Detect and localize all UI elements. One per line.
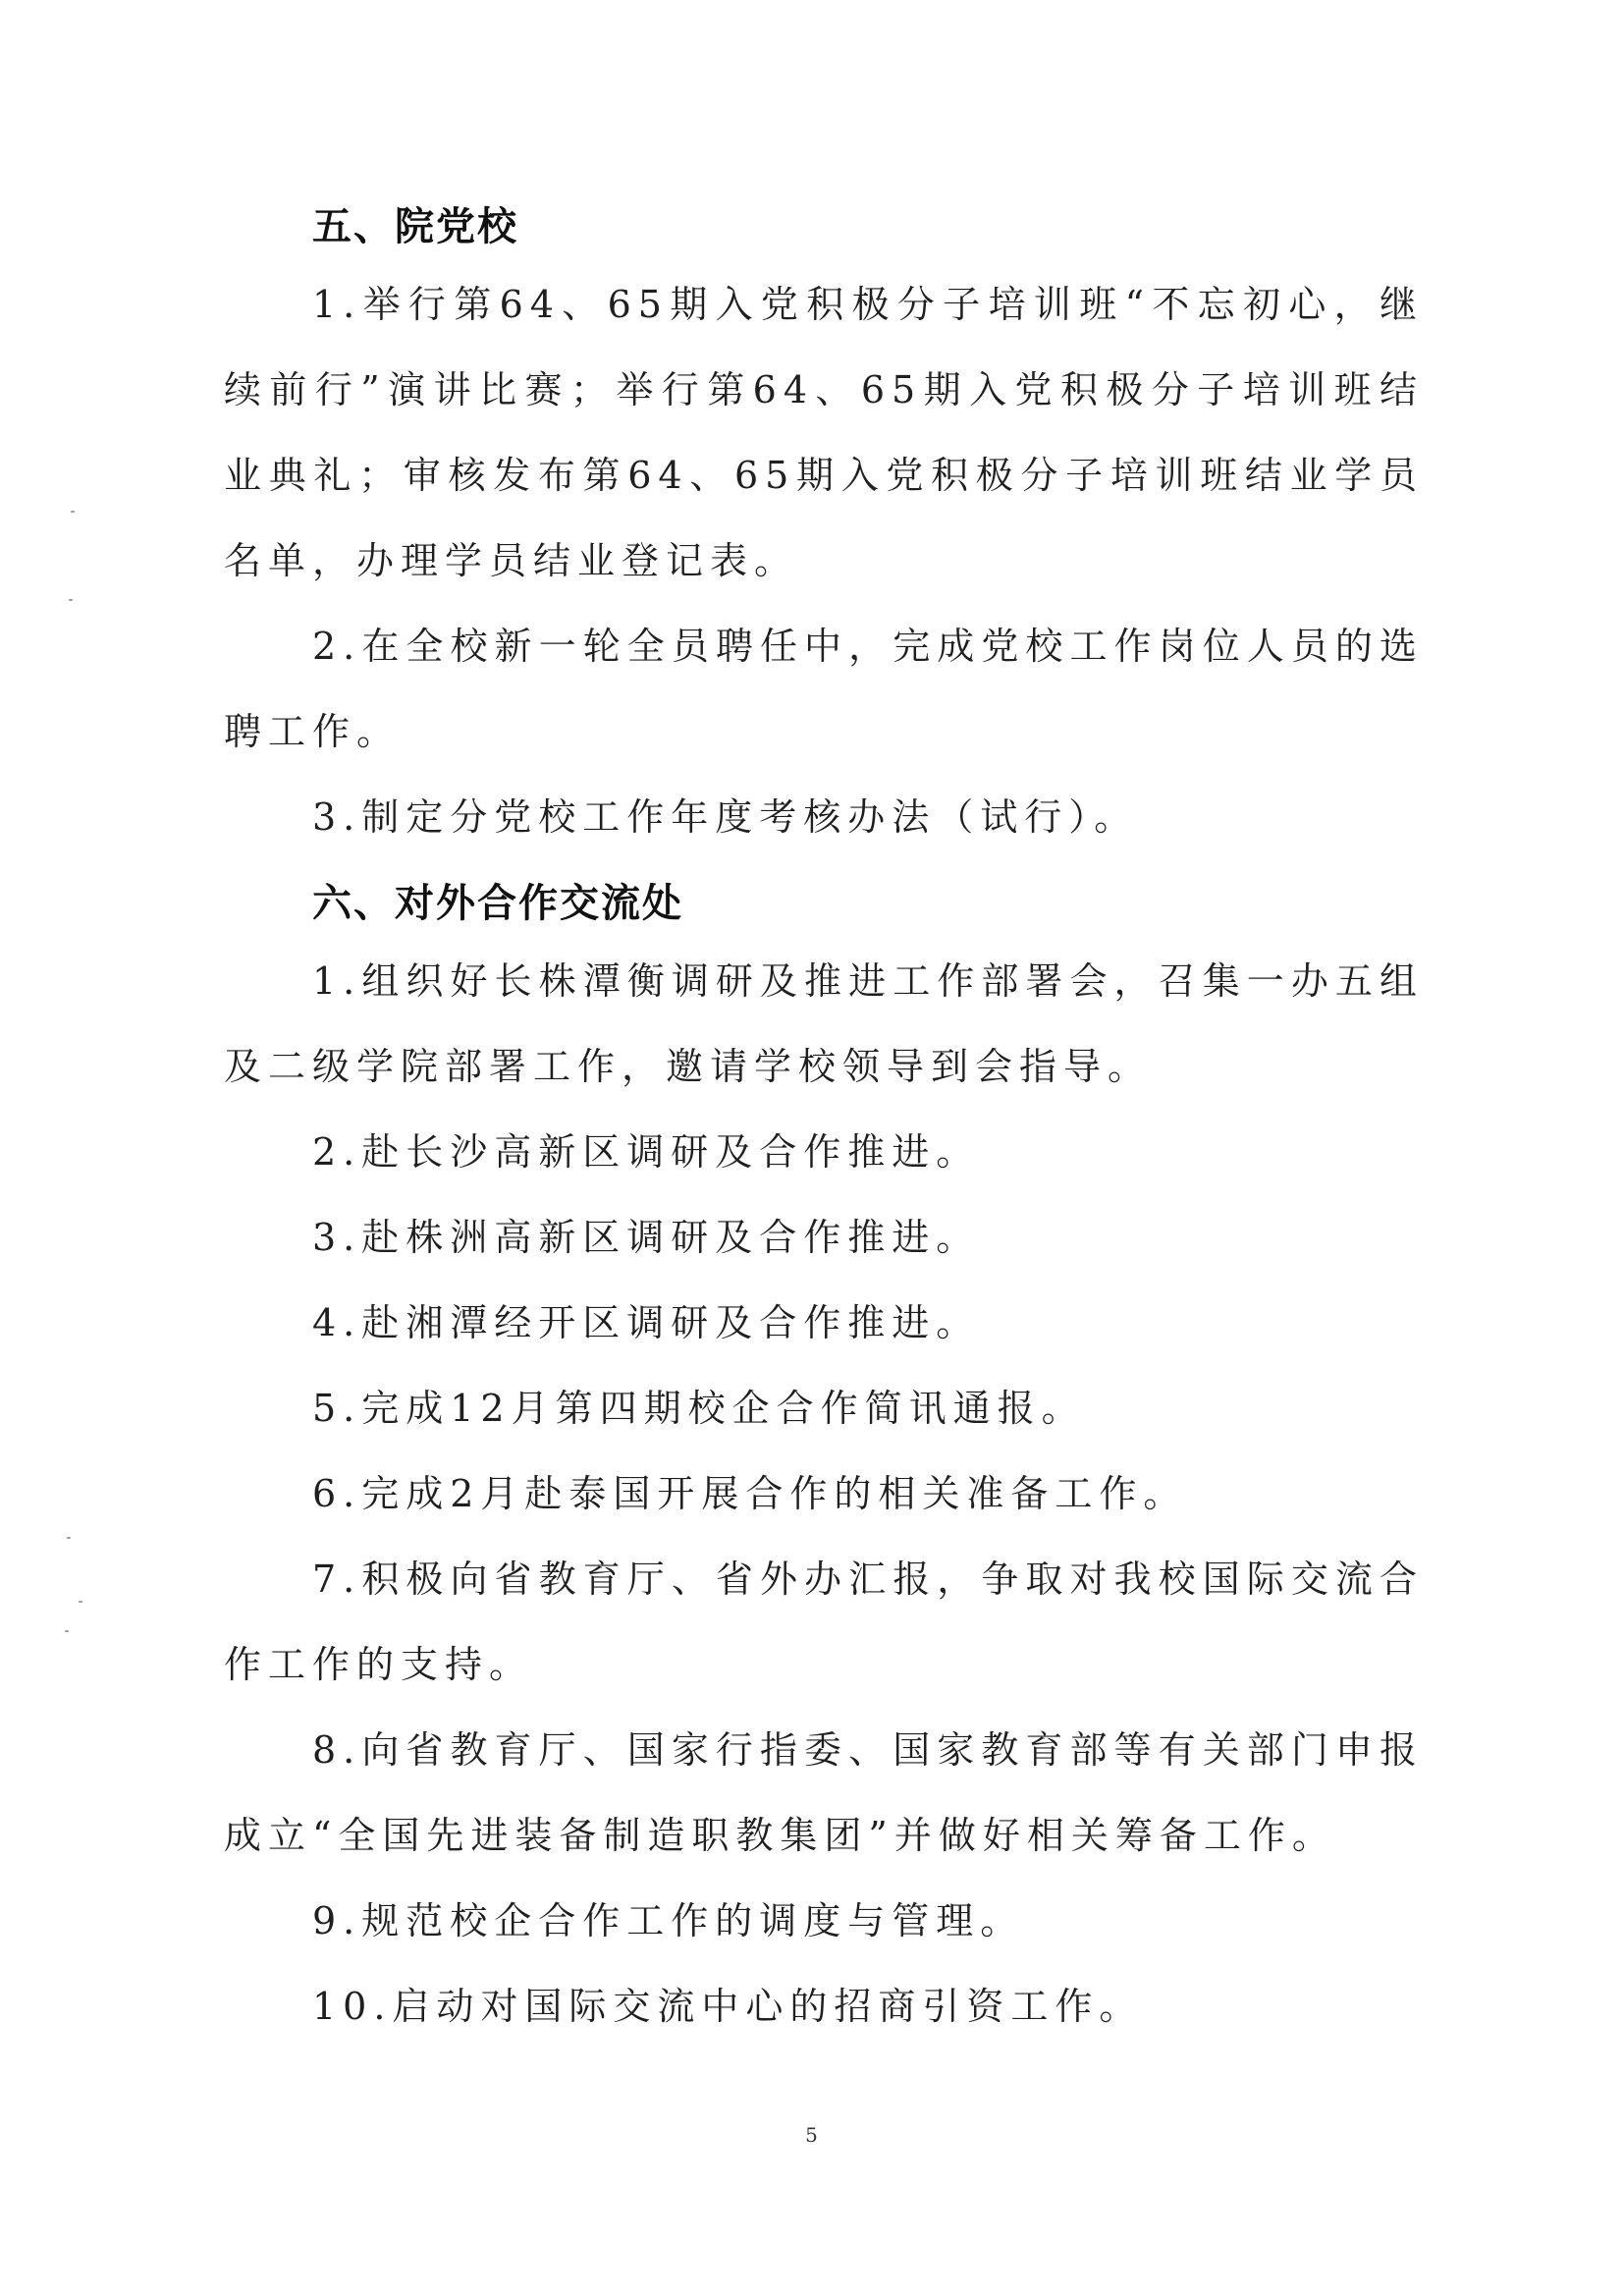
- section-heading: 五、院党校: [312, 204, 518, 249]
- scan-speck: [69, 599, 73, 601]
- section-heading: 六、对外合作交流处: [312, 881, 683, 926]
- scan-speck: [71, 511, 75, 513]
- document-body: [224, 191, 1424, 2050]
- list-item: 6.完成2月赴泰国开展合作的相关准备工作。: [312, 1472, 1188, 1515]
- list-item: 2.赴长沙高新区调研及合作推进。: [312, 1130, 981, 1174]
- list-item: 8.向省教育厅、国家行指委、国家教育部等有关部门申报成立“全国先进装备制造职教集团”并做好相关筹备工作。: [224, 1728, 1424, 1857]
- page-number: 5: [805, 2123, 818, 2147]
- list-item: 4.赴湘潭经开区调研及合作推进。: [312, 1301, 981, 1344]
- scan-speck: [79, 1601, 82, 1603]
- list-item: 10.启动对国际交流中心的招商引资工作。: [312, 1985, 1144, 2028]
- list-item: 7.积极向省教育厅、省外办汇报，争取对我校国际交流合作工作的支持。: [224, 1558, 1424, 1686]
- list-item: 2.在全校新一轮全员聘任中，完成党校工作岗位人员的选聘工作。: [224, 625, 1424, 753]
- list-item: 1.举行第64、65期入党积极分子培训班“不忘初心，继续前行”演讲比赛；举行第64、65期入党积极分子培训班结业典礼；审核发布第64、65期入党积极分子培训班结业学员名单，办理学员结业登记表。: [224, 283, 1424, 582]
- list-item: 3.制定分党校工作年度考核办法（试行）。: [312, 795, 1139, 839]
- scan-speck: [65, 1630, 69, 1632]
- list-item: 9.规范校企合作工作的调度与管理。: [312, 1899, 1025, 1942]
- list-item: 1.组织好长株潭衡调研及推进工作部署会，召集一办五组及二级学院部署工作，邀请学校领导到会指导。: [224, 959, 1424, 1088]
- list-item: 3.赴株洲高新区调研及合作推进。: [312, 1216, 981, 1259]
- section-party-school: [224, 191, 1424, 860]
- scan-speck: [67, 1537, 71, 1539]
- section-external-cooperation: [224, 868, 1424, 2050]
- list-item: 5.完成12月第四期校企合作简讯通报。: [312, 1387, 1086, 1430]
